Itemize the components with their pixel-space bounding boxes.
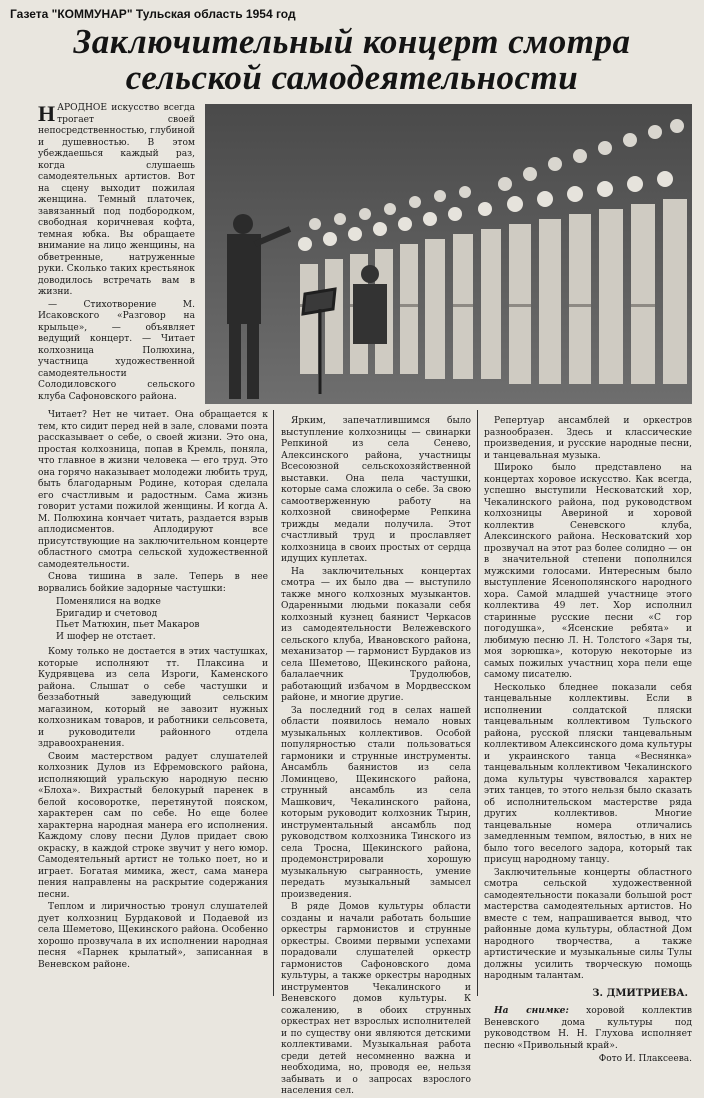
- photo-caption-label: На снимке:: [494, 1005, 569, 1016]
- paragraph: В ряде Домов культуры области созданы и начали работать большие оркестры гармонистов и струнные оркестры. Своими первыми успехами порадовали слушателей оркестр гармонистов Сафоновского дома культуры, а также оркестры народных инструментов Чекалинского и Веневского домов культуры. К сожалению, в обоих струнных оркестрах нет взрослых исполнителей и по существу они являются детскими коллективами. Музыкальная работа среди детей несомненно важна и необходима, но, проводя ее, нельзя забывать и о запросах взрослого населения сел.: [281, 902, 471, 1096]
- paragraph: Снова тишина в зале. Теперь в нее ворвались бойкие задорные частушки:: [38, 572, 268, 594]
- paragraph: На заключительных концертах смотра — их было два — выступило также много колхозных музыкантов. Одаренными людьми показали себя колхозный кузнец баянист Черкасов из самодеятельности Вележевского сельского клуба, Ивановского района, механизатор — гармонист Бурдаков из села Шеметово, Щекинского района, балалаечник Трудолюбов, работающий избачом в Мордвесском районе, и многие другие.: [281, 566, 471, 703]
- verse-line: Пьет Матюхин, пьет Макаров: [56, 620, 200, 630]
- column-separator: [477, 410, 478, 996]
- paragraph: Теплом и лиричностью тронул слушателей дует колхозниц Бурдаковой и Подаевой из села Шеметово, Щекинского района. Особенно хорошо прозвучала в их исполнении народная песня «Парнек крылатый», записанная в Веневском районе.: [38, 902, 268, 970]
- author-signature: З. ДМИТРИЕВА.: [592, 987, 688, 999]
- verse-line: Бригадир и счетовод: [56, 608, 158, 619]
- column-1-bottom: [38, 410, 268, 1000]
- title-line-1: Заключительный концерт смотра: [73, 22, 631, 61]
- photo-credit: Фото И. Плаксеева.: [598, 1054, 692, 1064]
- lead-paragraph: НАРОДНОЕ искусство всегда трогает своей непосредственностью, глубиной и душевностью. В этом убеждаешься каждый раз, когда слушаешь самодеятельных артистов. Вот на сцену выходит пожилая женщина. Темный платочек, завязанный под подбородком, свободная коричневая кофта, темная юбка. Вы обращаете внимание на лицо женщины, на обветренные, натруженные руки. Сколько таких крестьянок доводилось встречать вам в жизни.: [38, 101, 195, 297]
- column-3: [484, 416, 693, 1064]
- paragraph: Своим мастерством радует слушателей колхозник Дулов из Ефремовского района, исполняющий уральскую народную песню «Блоха». Вихрастый белокурый паренек в белой косоворотке, перетянутой пояском, характерен сам по себе. Но еще более характерна народная манера его исполнения. Каждому слову песни Дулов придает свою окраску, в каждой строке звучит у него юмор. Самодеятельный артист не только поет, но и играет. Богатая мимика, жест, сама манера пения направлены на раскрытие содержания песни.: [38, 751, 268, 900]
- title-line-2: сельской самодеятельности: [125, 58, 579, 97]
- paragraph: Репертуар ансамблей и оркестров разнообразен. Здесь и классические произведения, и русские народные песни, и танцевальная музыка.: [484, 416, 692, 461]
- paragraph: Несколько бледнее показали себя танцевальные коллективы. Если в исполнении солдатской пляски танцевальным коллективом Тульского района, русской пляски танцевальным коллективом Алексинского дома культуры и украинского танца «Веснянка» танцевальным коллективом Чекалинского дома культуры чувствовался характер этих танцев, то этого нельзя было сказать об исполнительском мастерстве ряда других коллективов. Многие танцевальные номера отличались замедленным темпом, вялостью, в них не было того веселого задора, который так присущ народному танцу.: [484, 682, 692, 865]
- paragraph: Широко было представлено на концертах хоровое искусство. Как всегда, успешно выступили Несковатский хор, Чекалинского района, под руководством колхозницы Авериной и хоровой коллектив Сеневского клуба, Алексинского района. Несковатский хор прозвучал на этот раз более солидно — он в значительной степени пополнился мужскими голосами. Интересным было выступление Ясенополянского народного хора. Самой младшей участнице этого коллектива 49 лет. Хор исполнил старинные русские песни «С гор погодушка», «Ясенские ребята» и любимую песню Л. Н. Толстого «Заря ты, моя зорюшка», которую некоторые из самых пожилых участниц хора пели еще самому писателю.: [484, 463, 692, 680]
- choir-photo-icon: [205, 104, 692, 404]
- dropcap: Н: [38, 101, 56, 126]
- paragraph: За последний год в селах нашей области появилось немало новых музыкальных коллективов. Особой популярностью стали пользоваться гармоники и струнные инструменты. Ансамбль баянистов из села Ломинцево, Щекинского района, струнный ансамбль из села Машкович, Чекалинского района, которым руководит колхозник Тырин, инструментальный ансамбль под руководством колхозника Тинского из села Тросна, Щекинского района, продемонстрировали хорошую музыкальную сыгранность, умение передать музыкальный замысел произведения.: [281, 705, 471, 900]
- verse-line: Поменялися на водке: [56, 597, 161, 607]
- verse-line: И шофер не отстает.: [56, 631, 156, 642]
- paragraph: Читает? Нет не читает. Она обращается к тем, кто сидит перед ней в зале, словами поэта рассказывает о себе, о своей жизни. Это она, простая колхозница, попав в Кремль, поняла, что главное в жизни человека — его труд. Это она горячо наказывает молодежи любить труд, быть благодарным Родине, которая сделала его счастливым и радостным. Сама жизнь говорит устами пожилой женщины. И когда А. М. Полюхина кончает читать, раздается взрыв аплодисментов. Аплодируют все присутствующие на заключительном концерте областного смотра сельской художественной самодеятельности.: [38, 410, 268, 570]
- paragraph: Ярким, запечатлившимся было выступление колхозницы — свинарки Репкиной из села Сенево, Алексинского района, участницы Всесоюзной сельскохозяйственной выставки. Она пела частушки, которые сама сложила о себе. За свою самоотверженную работу на колхозной свиноферме Репкина трижды медали получила. Этот счастливый труд и прославляет колхозница в своих простых от сердца идущих куплетах.: [281, 416, 471, 564]
- column-2: [281, 416, 471, 1096]
- chastushka-verse: [56, 597, 268, 643]
- photo-caption-text: хоровой коллектив Веневского дома культуры под руководством Н. Н. Глухова исполняет песню «Привольный край».: [484, 1006, 693, 1051]
- paragraph: — Стихотворение М. Исаковского «Разговор на крыльце», — объявляет ведущий концерт. — Читает колхозница Полюхина, участница художественной самодеятельности Солодиловского сельского клуба Сафоновского района.: [38, 299, 195, 402]
- page-caption: Газета "КОММУНАР" Тульская область 1954 год: [10, 7, 296, 21]
- column-separator: [273, 410, 274, 996]
- choir-photo: [205, 104, 692, 404]
- paragraph: Заключительные концерты областного смотра сельской художественной самодеятельности показали большой рост мастерства самодеятельных артистов. Но вместе с тем, напрашивается вывод, что районные дома культуры, областной Дом народного творчества, а также артистические и музыкальные силы Тулы должны усилить творческую помощь народным талантам.: [484, 867, 692, 981]
- photo-caption: [484, 1005, 692, 1052]
- column-1-top: [38, 103, 195, 405]
- article-title: [20, 24, 684, 96]
- paragraph: Кому только не достается в этих частушках, которые исполняют тт. Плаксина и Кудрявцева из села Изроги, Каменского района. Слышат о себе частушки и беззаботный заведующий сельским магазином, который не завозит нужных колхозникам товаров, и работники сельсовета, и руководители районного отдела здравоохранения.: [38, 647, 268, 749]
